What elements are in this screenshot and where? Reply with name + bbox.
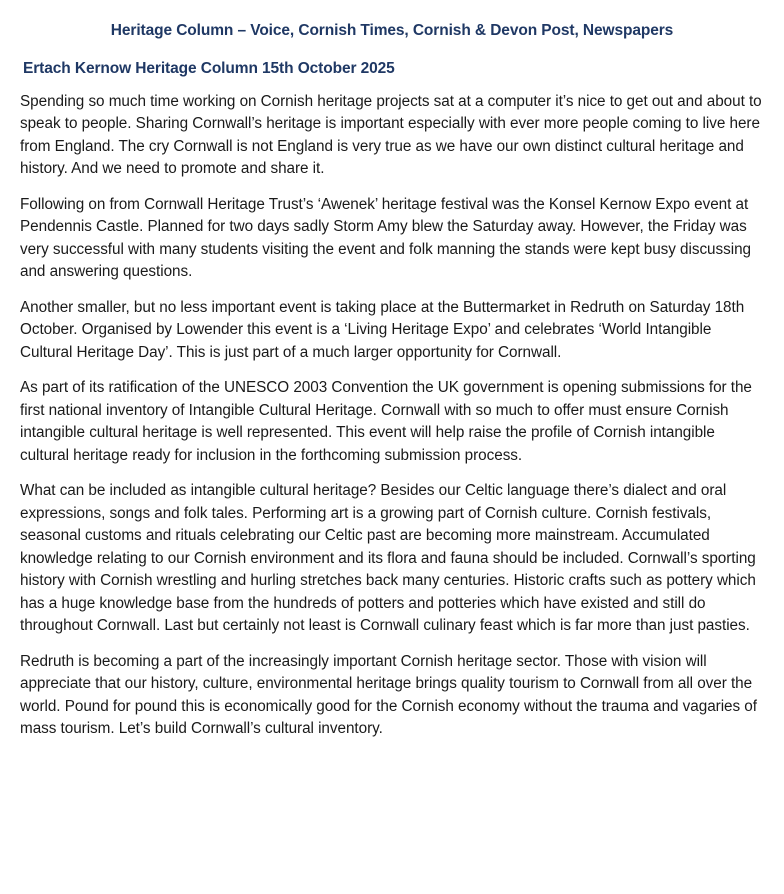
page-title: Heritage Column – Voice, Cornish Times, Cornish & Devon Post, Newspapers <box>110 22 674 39</box>
paragraph: Spending so much time working on Cornish heritage projects sat at a computer it’s nice to get out and about to speak to people. Sharing Cornwall’s heritage is important especially with ever more people coming to live here from England. The cry Cornwall is not England is very true as we have our own distinct cultural heritage and history. And we need to promote and share it. <box>20 93 762 178</box>
paragraph: As part of its ratification of the UNESCO 2003 Convention the UK government is opening submissions for the first national inventory of Intangible Cultural Heritage. Cornwall with so much to offer must ensure Cornish intangible cultural heritage is well represented. This event will help raise the profile of Cornish intangible cultural heritage ready for inclusion in the forthcoming submission process. <box>20 379 752 464</box>
paragraph: Following on from Cornwall Heritage Trust’s ‘Awenek’ heritage festival was the Konsel Kernow Expo event at Pendennis Castle. Planned for two days sadly Storm Amy blew the Saturday away. However, the Friday was very successful with many students visiting the event and folk manning the stands were kept busy discussing and answering questions. <box>20 195 751 281</box>
column-heading: Ertach Kernow Heritage Column 15th October 2025 <box>23 60 395 77</box>
paragraph: Another smaller, but no less important event is taking place at the Buttermarket in Redruth on Saturday 18th October. Organised by Lowender this event is a ‘Living Heritage Expo’ and celebrates ‘World Intangible Cultural Heritage Day’. This is just part of a much larger opportunity for Cornwall. <box>20 298 745 361</box>
paragraph: What can be included as intangible cultural heritage? Besides our Celtic language there’s dialect and oral expressions, songs and folk tales. Performing art is a growing part of Cornish culture. Cornish festivals, seasonal customs and rituals celebrating our Celtic past are becoming more mainstream. Accumulated knowledge relating to our Cornish environment and its flora and fauna should be included. Cornwall’s sporting history with Cornish wrestling and hurling stretches back many centuries. Historic crafts such as pottery which has a huge knowledge base from the hundreds of potters and potteries which have existed and still do throughout Cornwall. Last but certainly not least is Cornwall culinary feast which is far more than just pasties. <box>20 482 756 635</box>
paragraph: Redruth is becoming a part of the increasingly important Cornish heritage sector. Those with vision will appreciate that our history, culture, environmental heritage brings quality tourism to Cornwall from all over the world. Pound for pound this is economically good for the Cornish economy without the trauma and vagaries of mass tourism. Let’s build Cornwall’s cultural inventory. <box>20 652 757 738</box>
article-body <box>20 91 764 741</box>
